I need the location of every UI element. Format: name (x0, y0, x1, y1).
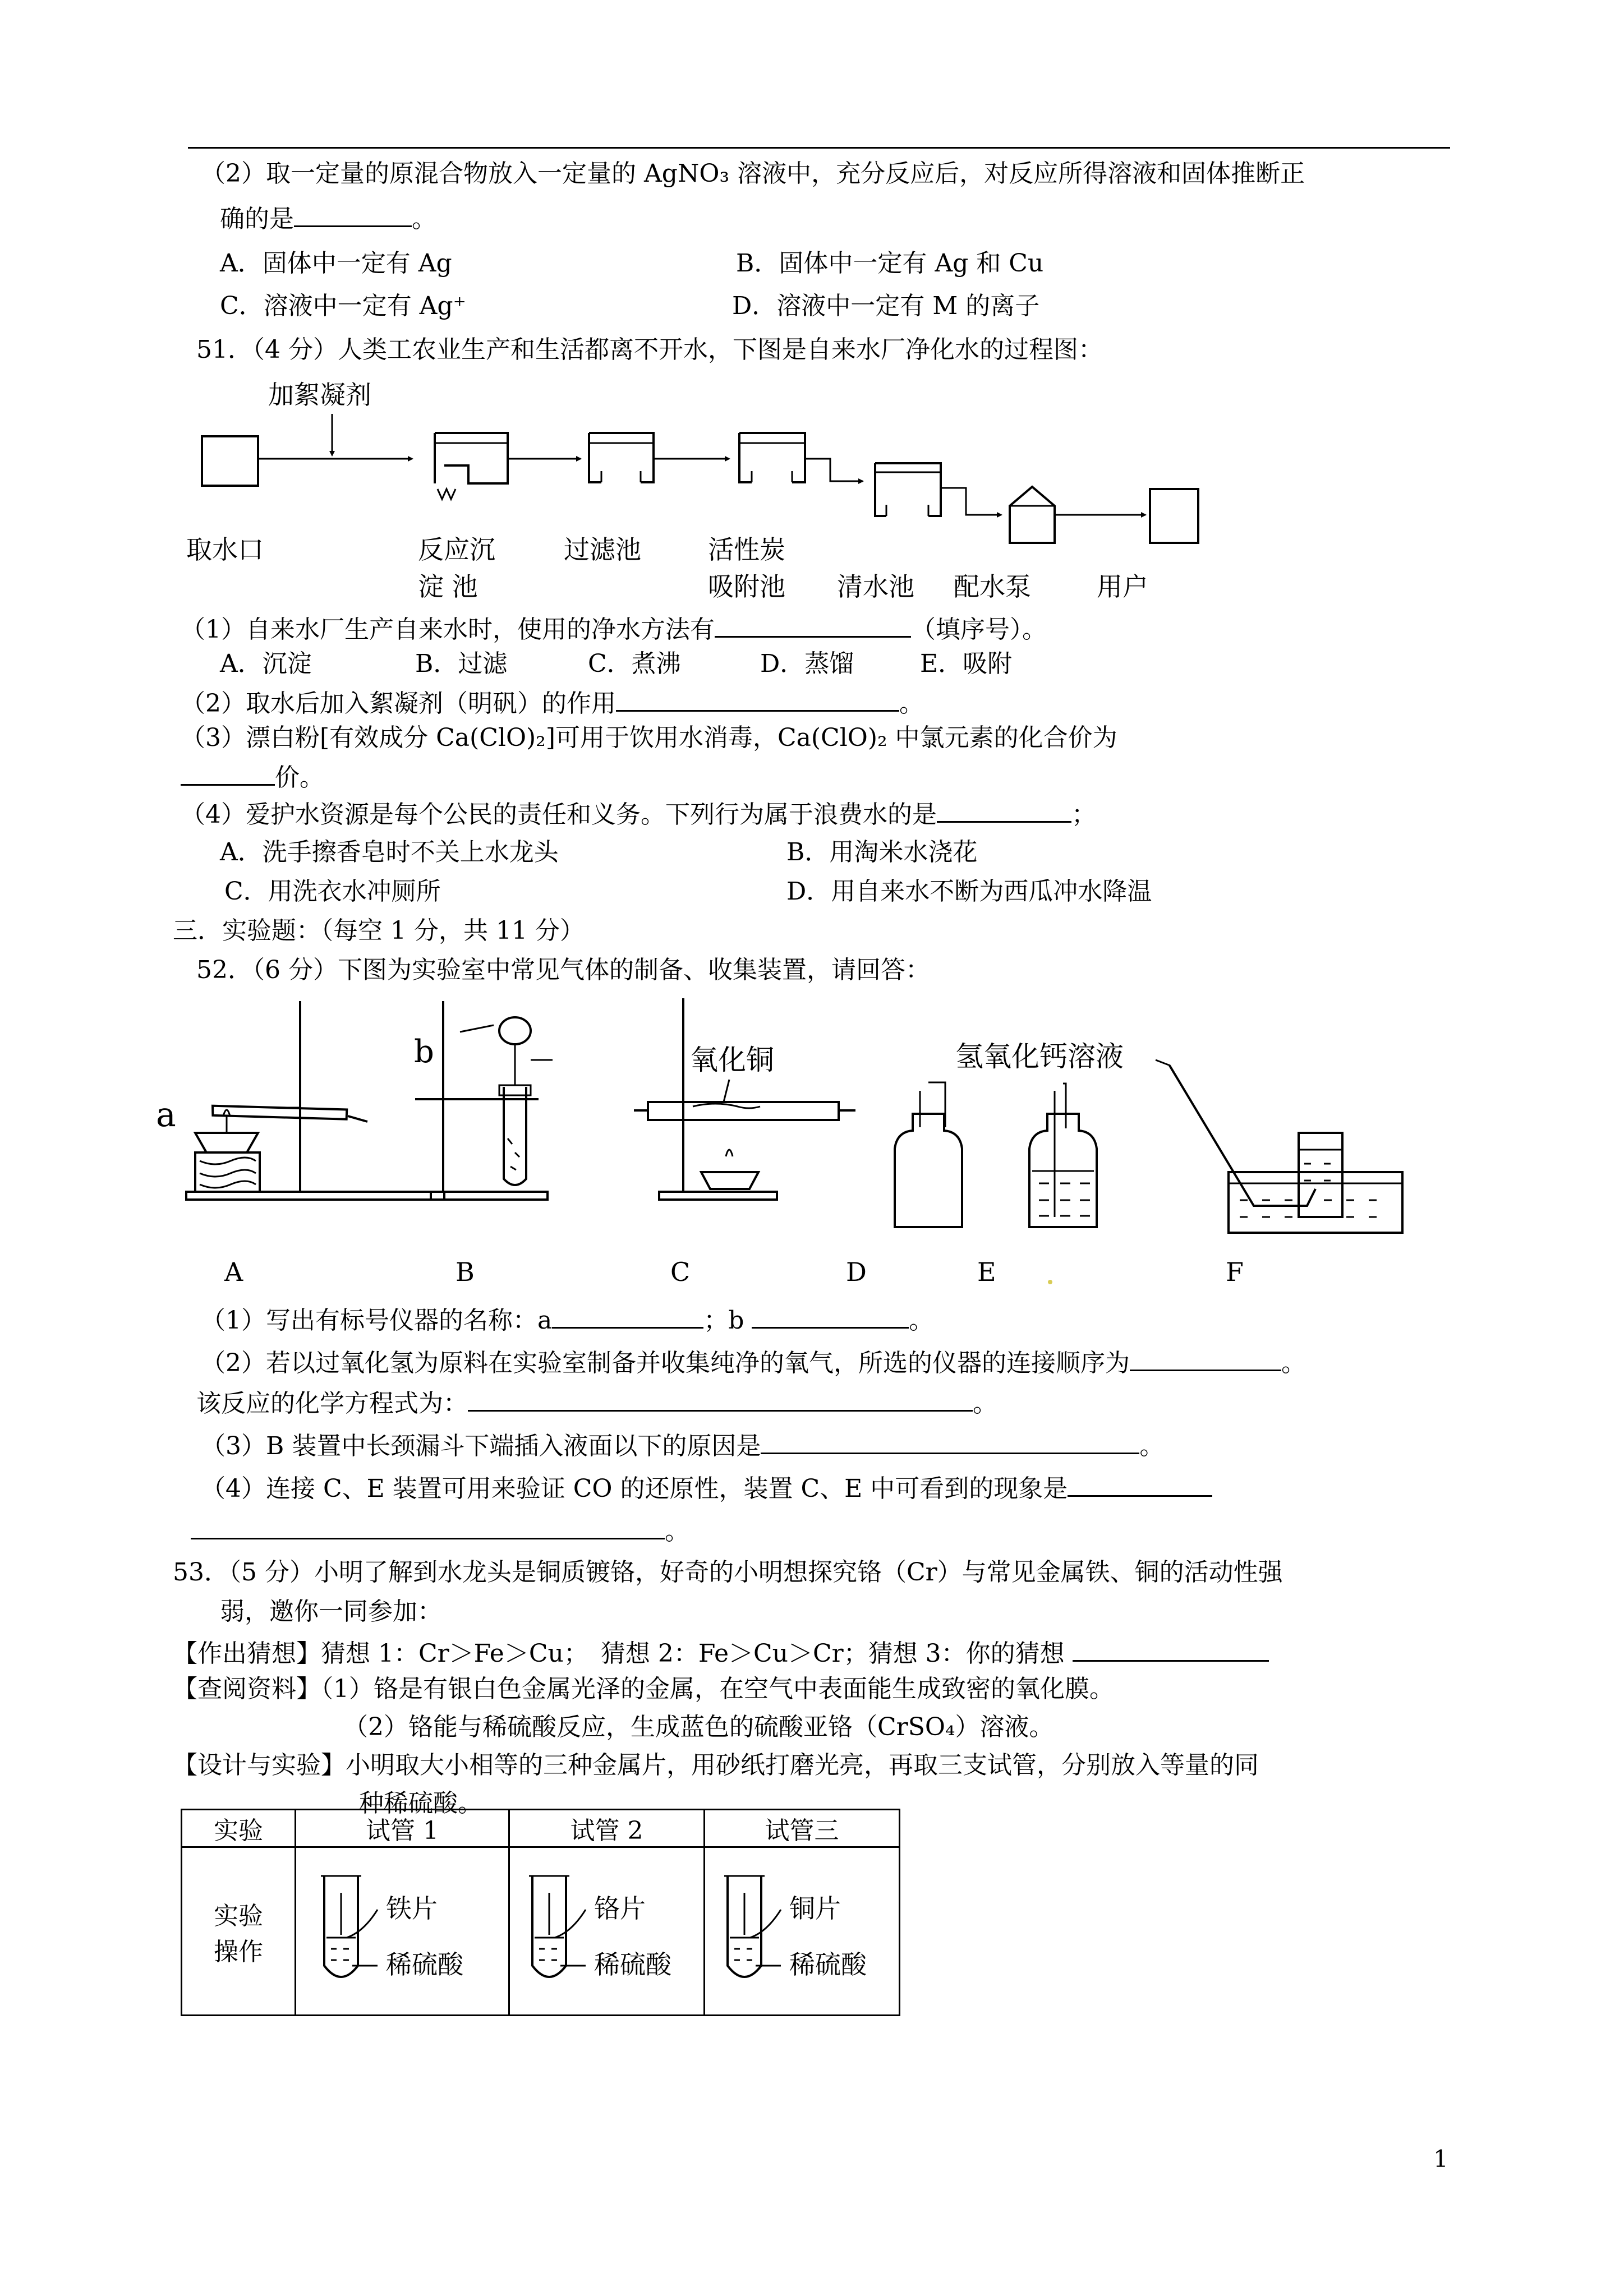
stray-mark (1048, 1280, 1052, 1284)
q51-stem: 51．（4 分）人类工农业生产和生活都离不开水，下图是自来水厂净化水的过程图： (196, 335, 1103, 364)
q52-p1-pre: （1）写出有标号仪器的名称：a (201, 1306, 553, 1335)
table-row-label (182, 1847, 296, 2016)
tube-2-metal-label: 铬片 (594, 1893, 646, 1924)
q51-p4-pre: （4）爱护水资源是每个公民的责任和义务。下列行为属于浪费水的是 (181, 800, 937, 829)
table-header-tube-3: 试管三 (705, 1810, 900, 1847)
q52-p4-line2-post: 。 (665, 1517, 689, 1546)
tube-1-acid-label: 稀硫酸 (386, 1949, 463, 1980)
table-header-tube-2: 试管 2 (509, 1810, 705, 1847)
q53-hypothesis-text: 【作出猜想】猜想 1：Cr＞Fe＞Cu； 猜想 2：Fe＞Cu＞Cr；猜想 3：你的猜想 (173, 1639, 1065, 1668)
q51-p1-opt-c: C．煮沸 (588, 649, 681, 678)
q52-p2-line2 (196, 1385, 997, 1419)
q53-line2: 弱，邀你一同参加： (220, 1597, 442, 1626)
clear-water-label: 清水池 (837, 571, 914, 602)
apparatus-d (895, 1082, 962, 1227)
label-a: a (156, 1095, 176, 1135)
q51-p2-pre: （2）取水后加入絮凝剂（明矾）的作用 (181, 689, 616, 718)
q52-p4-pre: （4）连接 C、E 装置可用来验证 CO 的还原性，装置 C、E 中可看到的现象是 (201, 1474, 1068, 1503)
label-apparatus-f: F (1226, 1257, 1244, 1287)
table-header-experiment: 实验 (182, 1810, 296, 1847)
q53-design1: 【设计与实验】小明取大小相等的三种金属片，用砂纸打磨光亮，再取三支试管，分别放入等量的同 (173, 1751, 1259, 1779)
q52-p2-line2-post: 。 (973, 1389, 997, 1418)
tube-2-cell (509, 1847, 705, 2016)
label-limewater: 氢氧化钙溶液 (955, 1040, 1124, 1073)
q53-info1: 【查阅资料】（1）铬是有银白色金属光泽的金属，在空气中表面能生成致密的氧化膜。 (173, 1675, 1114, 1703)
q52-p4 (201, 1470, 1212, 1505)
q52-p3 (201, 1428, 1164, 1462)
label-apparatus-e: E (977, 1257, 996, 1287)
q51-p4-post: ； (1071, 800, 1096, 829)
q52-p1 (201, 1302, 933, 1336)
q51-p1-pre: （1）自来水厂生产自来水时，使用的净水方法有 (181, 615, 715, 644)
q51-p4-opt-a: A．洗手擦香皂时不关上水龙头 (220, 838, 559, 866)
q50-2-option-d: D．溶液中一定有 M 的离子 (732, 292, 1040, 320)
q53-hypothesis-blank[interactable] (1073, 1635, 1269, 1662)
carbon-label-2: 吸附池 (708, 571, 785, 602)
table-row-label-2: 操作 (214, 1937, 263, 1966)
q52-p2-line2-pre: 该反应的化学方程式为： (196, 1389, 468, 1418)
user-label: 用户 (1097, 571, 1148, 602)
q50-2-option-b: B．固体中一定有 Ag 和 Cu (736, 249, 1044, 278)
tube-3-metal-label: 铜片 (789, 1893, 841, 1924)
section-3-heading: 三．实验题：（每空 1 分，共 11 分） (173, 916, 585, 945)
pump-label: 配水泵 (954, 571, 1031, 602)
q52-p2-blank[interactable] (1130, 1345, 1281, 1371)
q52-p1-blank-a[interactable] (552, 1302, 703, 1329)
apparatus-b (415, 1001, 553, 1200)
label-cuo: 氧化铜 (690, 1044, 774, 1076)
q52-p4-blank-1[interactable] (1068, 1470, 1212, 1497)
q52-p4-blank-2[interactable] (191, 1513, 665, 1539)
sedimentation-label-2: 淀 池 (418, 571, 478, 602)
q50-2-line2-post: 。 (412, 205, 436, 233)
sedimentation-label-1: 反应沉 (418, 534, 495, 565)
tube-2-acid-label: 稀硫酸 (594, 1949, 671, 1980)
label-apparatus-c: C (670, 1257, 691, 1287)
intake-label: 取水口 (186, 534, 264, 565)
tube-1-cell (296, 1847, 509, 2016)
coagulant-label: 加絮凝剂 (268, 380, 371, 410)
q50-2-line1: （2）取一定量的原混合物放入一定量的 AgNO₃ 溶液中，充分反应后，对反应所得溶液和固体推断正 (201, 159, 1305, 188)
q53-info2: （2）铬能与稀硫酸反应，生成蓝色的硫酸亚铬（CrSO₄）溶液。 (343, 1713, 1054, 1741)
q52-p1-mid: ；b (703, 1306, 744, 1335)
table-header-tube-1: 试管 1 (296, 1810, 509, 1847)
tube-3-cell (705, 1847, 900, 2016)
q51-p4-opt-d: D．用自来水不断为西瓜冲水降温 (786, 877, 1152, 906)
label-b: b (414, 1034, 434, 1070)
tube-1-metal-label: 铁片 (386, 1893, 438, 1924)
filter-label: 过滤池 (564, 534, 641, 565)
q51-p1-opt-b: B．过滤 (415, 649, 508, 678)
q52-p3-pre: （3）B 装置中长颈漏斗下端插入液面以下的原因是 (201, 1432, 761, 1460)
table-row-label-1: 实验 (214, 1901, 263, 1930)
apparatus-e (1029, 1084, 1097, 1227)
q50-2-line2-pre: 确的是 (220, 205, 294, 233)
apparatus-c (634, 998, 855, 1200)
q51-p1-opt-a: A．沉淀 (220, 649, 312, 678)
label-apparatus-b: B (456, 1257, 475, 1287)
q51-p3-post: 价。 (275, 763, 324, 792)
q50-2-option-a: A．固体中一定有 Ag (220, 249, 452, 278)
q53-design2: 种稀硫酸。 (359, 1789, 482, 1818)
q51-p4-opt-b: B．用淘米水浇花 (786, 838, 978, 866)
q52-p4-line2 (191, 1513, 689, 1547)
q52-p2-post: 。 (1281, 1349, 1306, 1377)
q50-2-option-c: C．溶液中一定有 Ag⁺ (220, 292, 466, 320)
tube-3-acid-label: 稀硫酸 (789, 1949, 867, 1980)
label-apparatus-a: A (224, 1257, 243, 1287)
q51-p3-line1: （3）漂白粉[有效成分 Ca(ClO)₂]可用于饮用水消毒，Ca(ClO)₂ 中氯元素的化合价为 (181, 723, 1117, 752)
q52-p3-blank[interactable] (761, 1428, 1139, 1454)
q52-p1-post: 。 (909, 1306, 934, 1335)
carbon-label-1: 活性炭 (708, 534, 785, 565)
q52-p3-post: 。 (1139, 1432, 1165, 1460)
q53-line1: 53．（5 分）小明了解到水龙头是铜质镀铬，好奇的小明想探究铬（Cr）与常见金属铁、铜的活动性强 (173, 1558, 1283, 1587)
q51-p2-post: 。 (899, 689, 924, 718)
apparatus-f (1156, 1060, 1402, 1233)
q51-p1-post: （填序号）。 (911, 615, 1047, 644)
label-apparatus-d: D (846, 1257, 867, 1287)
q52-stem: 52．（6 分）下图为实验室中常见气体的制备、收集装置，请回答： (196, 956, 930, 984)
experiment-table (181, 1809, 900, 2016)
q52-p2 (201, 1345, 1306, 1379)
q51-p1-opt-d: D．蒸馏 (760, 649, 854, 678)
q52-p2-equation-blank[interactable] (468, 1385, 973, 1412)
apparatus-a (186, 1001, 444, 1200)
q52-p2-pre: （2）若以过氧化氢为原料在实验室制备并收集纯净的氧气，所选的仪器的连接顺序为 (201, 1349, 1130, 1377)
q51-p1-opt-e: E．吸附 (920, 649, 1013, 678)
q51-p4-opt-c: C．用洗衣水冲厕所 (224, 877, 441, 906)
q52-p1-blank-b[interactable] (752, 1302, 909, 1329)
q53-hypothesis (173, 1635, 1269, 1670)
page-number: 1 (1433, 2145, 1448, 2173)
